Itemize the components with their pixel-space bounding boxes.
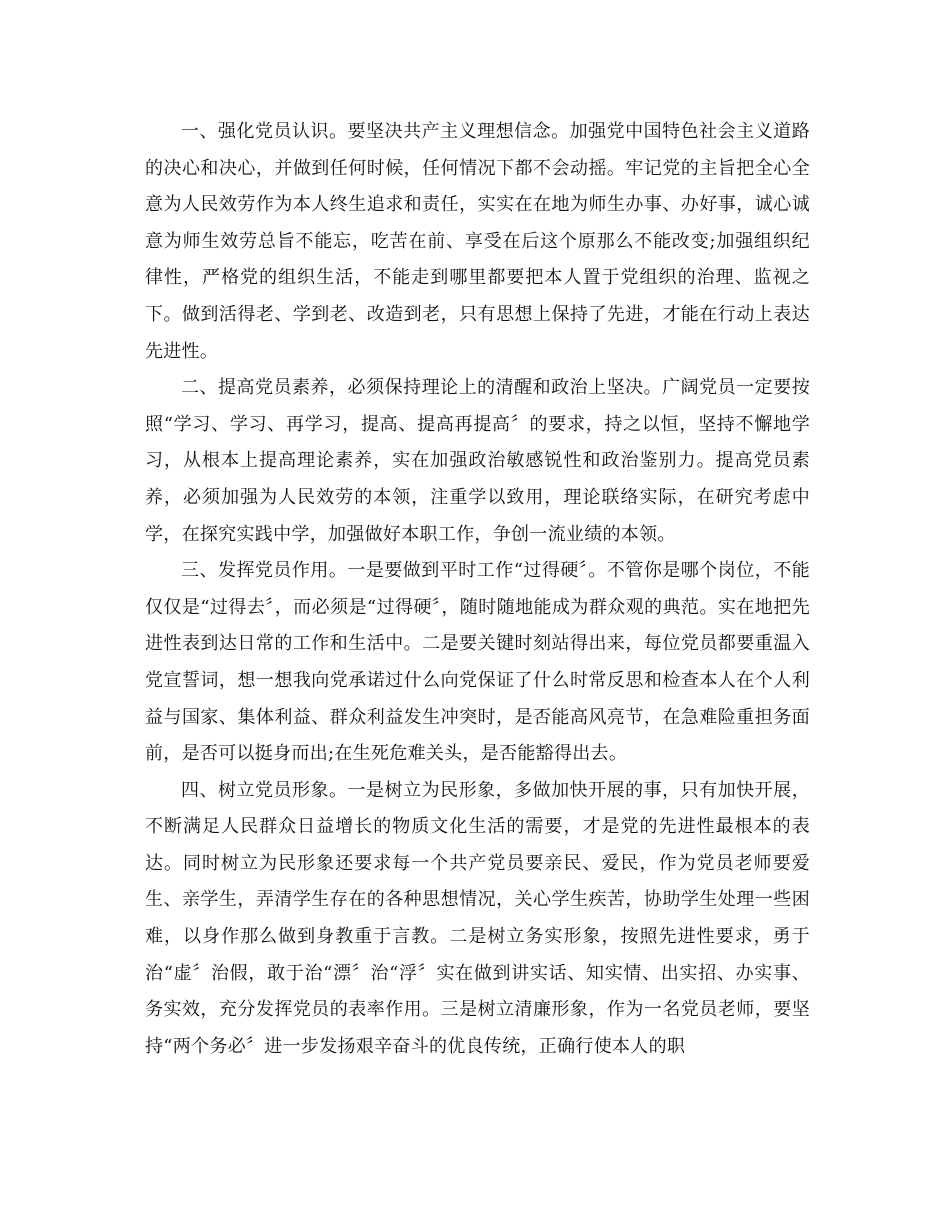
- paragraph-improve-quality: 二、提高党员素养，必须保持理论上的清醒和政治上坚决。广阔党员一定要按照“学习、学习、再学习，提高、提高再提高〞的要求，持之以恒，坚持不懈地学习，从根本上提高理论素养，实在加强政治敏感锐性和政治鉴别力。提高党员素养，必须加强为人民效劳的本领，注重学以致用，理论联络实际，在研究考虑中学，在探究实践中学，加强做好本职工作，争创一流业绩的本领。: [145, 377, 810, 545]
- paragraph-establish-image: 四、树立党员形象。一是树立为民形象，多做加快开展的事，只有加快开展，不断满足人民群众日益增长的物质文化生活的需要，才是党的先进性最根本的表达。同时树立为民形象还要求每一个共产党员要亲民、爱民，作为党员老师要爱生、亲学生，弄清学生存在的各种思想情况，关心学生疾苦，协助学生处理一些困难，以身作那么做到身教重于言教。二是树立务实形象，按照先进性要求，勇于治“虚〞治假，敢于治“漂〞治“浮〞实在做到讲实话、知实情、出实招、办实事、务实效，充分发挥党员的表率作用。三是树立清廉形象，作为一名党员老师，要坚持“两个务必〞进一步发扬艰辛奋斗的优良传统，正确行使本人的职: [145, 779, 810, 1057]
- document-body: [145, 114, 810, 1065]
- paragraph-strengthen-awareness: 一、强化党员认识。要坚决共产主义理想信念。加强党中国特色社会主义道路的决心和决心，并做到任何时候，任何情况下都不会动摇。牢记党的主旨把全心全意为人民效劳作为本人终生追求和责任，实实在在地为师生办事、办好事，诚心诚意为师生效劳总旨不能忘，吃苦在前、享受在后这个原那么不能改变;加强组织纪律性，严格党的组织生活，不能走到哪里都要把本人置于党组织的治理、监视之下。做到活得老、学到老、改造到老，只有思想上保持了先进，才能在行动上表达先进性。: [145, 121, 810, 362]
- paragraph-play-role: 三、发挥党员作用。一是要做到平时工作“过得硬〞。不管你是哪个岗位，不能仅仅是“过得去〞，而必须是“过得硬〞，随时随地能成为群众观的典范。实在地把先进性表到达日常的工作和生活中。二是要关键时刻站得出来，每位党员都要重温入党宣誓词，想一想我向党承诺过什么向党保证了什么时常反思和检查本人在个人利益与国家、集体利益、群众利益发生冲突时，是否能高风亮节，在急难险重担务面前，是否可以挺身而出;在生死危难关头，是否能豁得出去。: [145, 560, 810, 765]
